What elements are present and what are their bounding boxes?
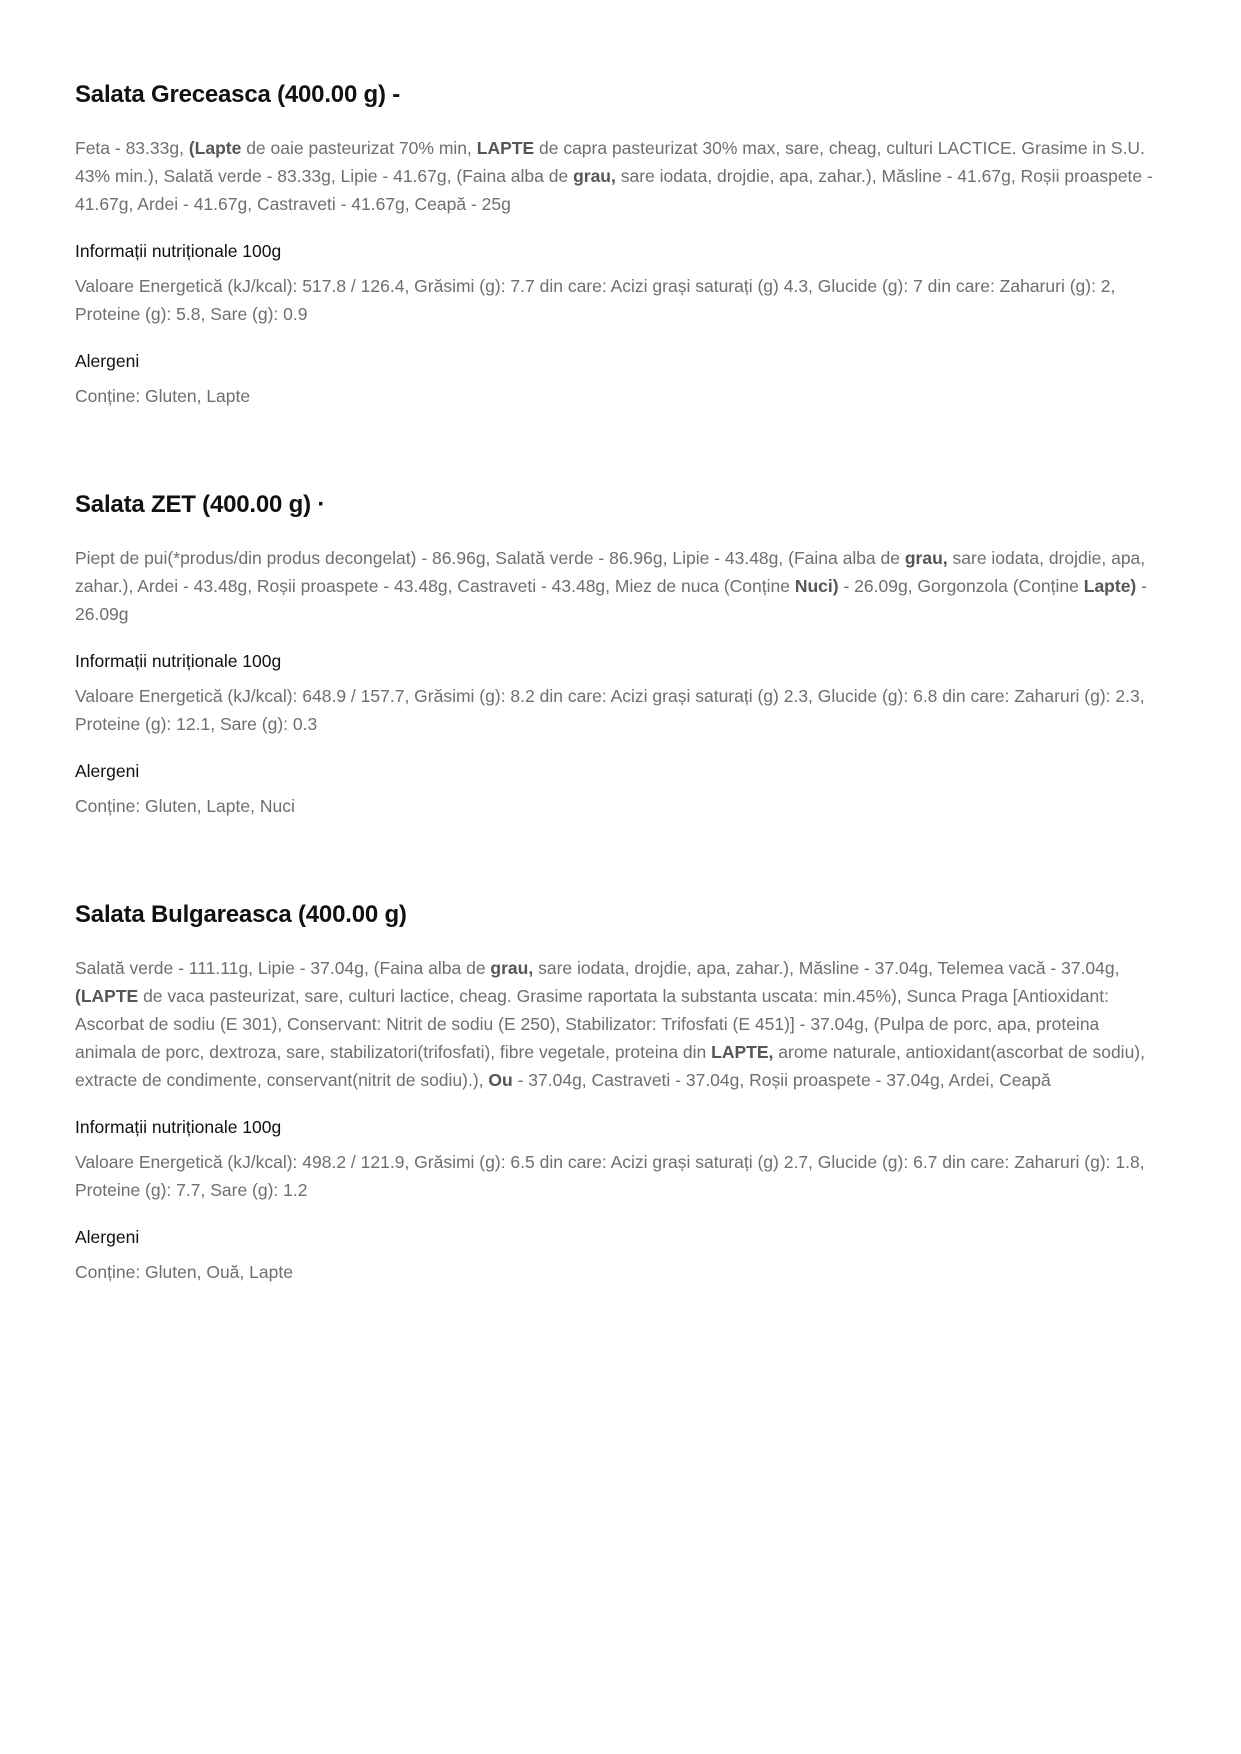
allergens-label: Alergeni	[75, 1227, 140, 1247]
ingredient-text: - 26.09g, Gorgonzola (Conține	[838, 576, 1084, 596]
product-card	[75, 78, 1165, 410]
product-title: Salata Bulgareasca (400.00 g)	[75, 901, 407, 928]
ingredient-text: sare iodata, drojdie, apa, zahar.), Măsline - 37.04g, Telemea vacă - 37.04g,	[533, 958, 1120, 978]
ingredient-text: de oaie pasteurizat 70% min,	[241, 138, 477, 158]
allergen-highlight: Ou	[488, 1070, 513, 1090]
ingredient-text: arome naturale, antioxidant(ascorbat de sodiu), extracte de condimente, conservant(nitrit de sodiu).),	[75, 1042, 1145, 1090]
ingredient-text: - 26.09g	[75, 576, 1147, 624]
allergen-highlight: (LAPTE	[75, 986, 139, 1006]
menu-page	[75, 78, 1165, 1364]
ingredient-text: de vaca pasteurizat, sare, culturi lactice, cheag. Grasime raportata la substanta uscata: min.45%), Sunca Praga [Antioxidant: Ascorbat de sodiu (E 301), Conservant: Nitrit de sodiu (E 250), Stabilizator: Trifosfati (E 451)] - 37.04g, (Pulpa de porc, apa, proteina animala de porc, dextroza, sare, stabilizatori(trifosfati), fibre vegetale, proteina din	[75, 986, 1109, 1062]
product-ingredients	[75, 134, 1165, 218]
ingredient-text: - 37.04g, Castraveti - 37.04g, Roșii proaspete - 37.04g, Ardei, Ceapă	[512, 1070, 1051, 1090]
ingredient-text: Salată verde - 111.11g, Lipie - 37.04g, (Faina alba de	[75, 958, 491, 978]
nutrition-label: Informații nutriționale 100g	[75, 1117, 282, 1137]
allergen-highlight: LAPTE	[476, 138, 535, 158]
allergens-label: Alergeni	[75, 351, 140, 371]
nutrition-label: Informații nutriționale 100g	[75, 241, 282, 261]
nutrition-values: Valoare Energetică (kJ/kcal): 648.9 / 157.7, Grăsimi (g): 8.2 din care: Acizi grași saturați (g) 2.3, Glucide (g): 6.8 din care: Zaharuri (g): 2.3, Proteine (g): 12.1, Sare (g): 0.3	[75, 686, 1145, 734]
allergens-values: Conține: Gluten, Ouă, Lapte	[75, 1262, 293, 1282]
allergen-highlight: LAPTE,	[711, 1042, 774, 1062]
nutrition-label: Informații nutriționale 100g	[75, 651, 282, 671]
allergen-highlight: Nuci)	[794, 576, 839, 596]
allergens-label: Alergeni	[75, 761, 140, 781]
ingredient-text: sare iodata, drojdie, apa, zahar.), Ardei - 43.48g, Roșii proaspete - 43.48g, Castraveti - 43.48g, Miez de nuca (Conține	[75, 548, 1146, 596]
nutrition-values: Valoare Energetică (kJ/kcal): 498.2 / 121.9, Grăsimi (g): 6.5 din care: Acizi grași saturați (g) 2.7, Glucide (g): 6.7 din care: Zaharuri (g): 1.8, Proteine (g): 7.7, Sare (g): 1.2	[75, 1152, 1145, 1200]
product-ingredients	[75, 954, 1165, 1094]
ingredient-text: sare iodata, drojdie, apa, zahar.), Măsline - 41.67g, Roșii proaspete - 41.67g, Ardei - 41.67g, Castraveti - 41.67g, Ceapă - 25g	[75, 166, 1153, 214]
product-title: Salata ZET (400.00 g) ·	[75, 491, 326, 518]
allergen-highlight: Lapte)	[1083, 576, 1137, 596]
ingredient-text: Piept de pui(*produs/din produs decongelat) - 86.96g, Salată verde - 86.96g, Lipie - 43.48g, (Faina alba de	[75, 548, 905, 568]
allergen-highlight: grau,	[904, 548, 948, 568]
nutrition-values: Valoare Energetică (kJ/kcal): 517.8 / 126.4, Grăsimi (g): 7.7 din care: Acizi grași saturați (g) 4.3, Glucide (g): 7 din care: Zaharuri (g): 2, Proteine (g): 5.8, Sare (g): 0.9	[75, 276, 1116, 324]
product-card	[75, 898, 1165, 1286]
product-title: Salata Greceasca (400.00 g) -	[75, 81, 401, 108]
ingredient-text: de capra pasteurizat 30% max, sare, cheag, culturi LACTICE. Grasime in S.U. 43% min.), Salată verde - 83.33g, Lipie - 41.67g, (Faina alba de	[75, 138, 1145, 186]
product-card	[75, 488, 1165, 820]
ingredient-text: Feta - 83.33g,	[75, 138, 189, 158]
allergen-highlight: (Lapte	[188, 138, 242, 158]
allergen-highlight: grau,	[573, 166, 616, 186]
allergens-values: Conține: Gluten, Lapte, Nuci	[75, 796, 295, 816]
allergen-highlight: grau,	[490, 958, 534, 978]
product-ingredients	[75, 544, 1165, 628]
allergens-values: Conține: Gluten, Lapte	[75, 386, 251, 406]
